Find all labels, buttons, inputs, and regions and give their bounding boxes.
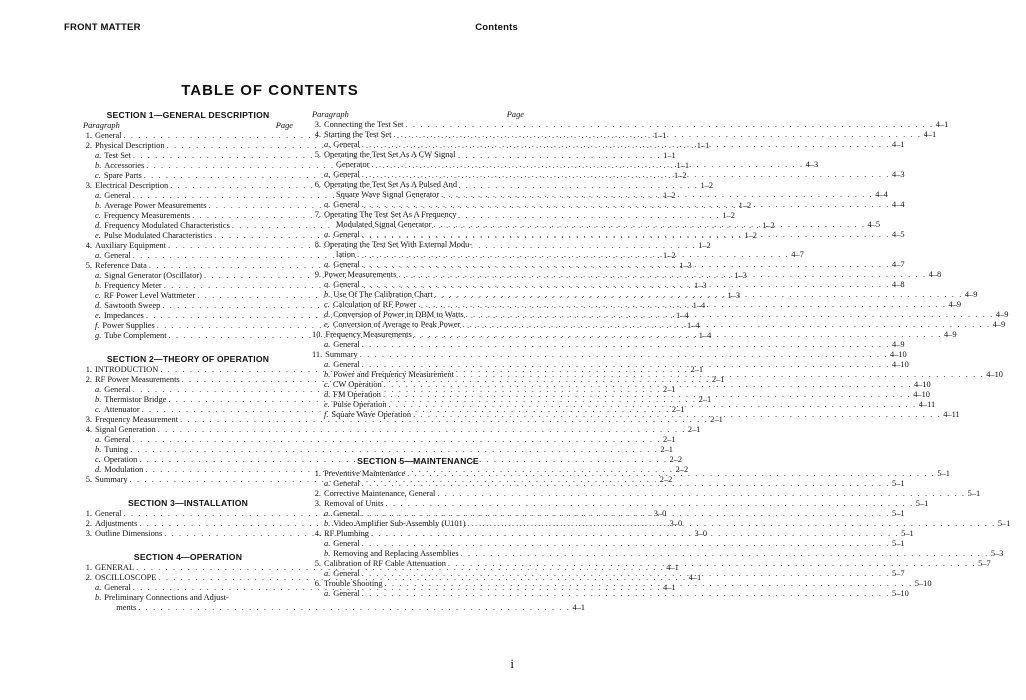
entry-number: a.	[324, 360, 331, 369]
entry-number: d.	[324, 310, 331, 319]
entry-number: 4.	[85, 425, 92, 434]
entry-number: e.	[95, 311, 101, 320]
section-heading: SECTION 5—MAINTENANCE	[357, 456, 479, 466]
entry-title: General	[333, 260, 360, 269]
entry-title: Reference Data	[95, 261, 147, 270]
entry-page: 1–2	[722, 211, 735, 220]
entry-title: Auxiliary Equipment	[95, 241, 166, 250]
toc-entry[interactable]	[83, 191, 676, 201]
section-heading: SECTION 2—THEORY OF OPERATION	[106, 354, 270, 364]
entry-title: General	[333, 360, 360, 369]
entry-page: 2–1	[710, 415, 723, 424]
entry-page: 5–1	[967, 489, 981, 498]
entry-page: 1–2	[673, 171, 687, 180]
entry-page: 4–1	[923, 130, 937, 139]
entry-title: Power Supplies	[102, 321, 155, 330]
entry-number: 5.	[314, 559, 321, 568]
entry-page: 5–1	[997, 519, 1011, 528]
entry-title: GENERAL	[95, 563, 135, 572]
entry-title: Conversion of Power in DBM to Watts	[333, 310, 464, 319]
running-header-right: Contents	[475, 22, 518, 33]
entry-page: 5–1	[892, 479, 905, 488]
entry-number: c.	[95, 291, 101, 300]
leader-dots	[456, 370, 984, 380]
entry-title: Preventive Maintenance	[324, 469, 406, 478]
entry-page: 2–1	[690, 365, 704, 374]
entry-title: Calibration of RF Cable Attenuation	[324, 559, 446, 568]
entry-number: a.	[95, 151, 102, 160]
entry-title: Modulation	[104, 465, 144, 474]
leader-dots	[448, 559, 976, 569]
entry-number: g.	[95, 331, 102, 340]
entry-number: 4.	[314, 130, 321, 139]
entry-page: 5–1	[892, 539, 905, 548]
entry-page: 1–1	[696, 141, 710, 150]
entry-number: 5.	[85, 475, 92, 484]
leader-dots	[362, 360, 890, 370]
entry-number: b.	[95, 201, 102, 210]
leader-dots	[468, 519, 996, 529]
entry-number: a.	[324, 280, 331, 289]
entry-title: General	[104, 385, 131, 394]
entry-title: Summary	[95, 475, 128, 484]
entry-title: General	[333, 479, 360, 488]
entry-title: OSCILLOSCOPE	[95, 573, 157, 582]
entry-title: Removing and Replacing Assemblies	[333, 549, 459, 558]
entry-number: 1.	[85, 131, 92, 140]
entry-page: 3–0	[653, 509, 667, 518]
entry-page: 4–1	[688, 573, 702, 582]
leader-dots	[362, 140, 890, 150]
entry-number: a.	[95, 191, 102, 200]
leader-dots	[362, 479, 890, 489]
entry-title: Tuning	[104, 445, 129, 454]
entry-title: General	[333, 140, 360, 149]
entry-title: Thermistor Bridge	[104, 395, 167, 404]
toc-entry[interactable]	[83, 181, 714, 191]
entry-page: 4–11	[918, 400, 936, 409]
entry-number: b.	[324, 370, 331, 379]
toc-entry[interactable]	[83, 221, 775, 231]
entry-number: 3.	[85, 415, 92, 424]
leader-dots	[362, 260, 890, 270]
page-number: i	[510, 656, 514, 671]
entry-title: Frequency Measurement	[95, 415, 179, 424]
entry-title: Pulse Operation	[332, 400, 387, 409]
toc-entry[interactable]	[83, 415, 723, 425]
entry-page: 1–2	[744, 231, 757, 240]
toc-entry[interactable]	[312, 549, 1004, 559]
entry-page: 1–2	[698, 241, 711, 250]
entry-title: Starting the Test Set	[324, 130, 392, 139]
entry-page: 3–0	[694, 529, 708, 538]
toc-entry[interactable]	[83, 509, 667, 519]
entry-page: 2–1	[663, 435, 676, 444]
entry-number: a.	[324, 569, 331, 578]
column-header	[312, 110, 524, 120]
entry-title: General	[104, 583, 131, 592]
entry-page: 1–1	[653, 131, 667, 140]
entry-page: 4–9	[892, 340, 905, 349]
entry-number: f.	[95, 321, 100, 330]
entry-page: 4–9	[995, 310, 1009, 319]
leader-dots	[362, 589, 890, 599]
entry-number: b.	[324, 549, 331, 558]
entry-number: 2.	[85, 141, 92, 150]
entry-title: Calculation of RF Power	[332, 300, 417, 309]
entry-title: Frequency Measurements	[103, 211, 191, 220]
entry-title: CW Operation	[332, 380, 382, 389]
toc-entry[interactable]	[312, 120, 949, 130]
entry-title: RF Power Level Wattmeter	[103, 291, 196, 300]
entry-number: c.	[95, 171, 101, 180]
entry-number: 1.	[85, 563, 92, 572]
entry-title: Operation	[103, 455, 138, 464]
toc-entry[interactable]	[312, 539, 905, 549]
leader-dots	[362, 280, 890, 290]
toc-entry[interactable]	[83, 445, 673, 455]
entry-page: 5–10	[892, 589, 909, 598]
entry-title: Outline Dimensions	[95, 529, 163, 538]
entry-page: 4–9	[964, 290, 978, 299]
leader-dots	[389, 400, 917, 410]
entry-title: General	[104, 435, 131, 444]
leader-dots	[362, 340, 890, 350]
entry-title: Test Set	[104, 151, 131, 160]
entry-number: a.	[324, 140, 331, 149]
entry-number: 9.	[314, 270, 321, 279]
entry-number: 2.	[85, 375, 92, 384]
toc-entry[interactable]	[83, 161, 690, 171]
entry-title: Video Amplifier Sub-Assembly (U101)	[333, 519, 466, 528]
entry-title: General	[333, 340, 360, 349]
leader-dots	[407, 469, 935, 479]
entry-page: 2–1	[671, 405, 685, 414]
entry-page: 5–1	[937, 469, 950, 478]
page-title: TABLE OF CONTENTS	[181, 82, 359, 99]
toc-entry[interactable]	[83, 425, 701, 435]
entry-number: b.	[324, 519, 331, 528]
entry-page: 1–3	[679, 261, 692, 270]
entry-number: 3.	[314, 499, 321, 508]
entry-page: 1–2	[700, 181, 714, 190]
entry-title: General	[95, 131, 122, 140]
entry-title: Spare Parts	[103, 171, 142, 180]
leader-dots	[386, 499, 914, 509]
entry-title: Impedances	[103, 311, 144, 320]
entry-number: 3.	[314, 120, 321, 129]
toc-entry[interactable]	[312, 340, 905, 350]
entry-page: 1–2	[663, 251, 676, 260]
leader-dots	[362, 509, 890, 519]
leader-dots	[413, 410, 941, 420]
toc-entry[interactable]	[83, 251, 676, 261]
entry-page: 2–1	[663, 385, 676, 394]
entry-number: a.	[324, 260, 331, 269]
entry-title: Summary	[325, 350, 358, 359]
section-heading: SECTION 3—INSTALLATION	[127, 498, 249, 508]
entry-title: Frequency Modulated Characteristics	[104, 221, 230, 230]
entry-page: 5–3	[990, 549, 1004, 558]
leader-dots	[360, 350, 888, 360]
entry-number: 1.	[314, 469, 321, 478]
entry-page: 4–8	[892, 280, 905, 289]
entry-title: Power and Frequency Measurement	[333, 370, 454, 379]
column-header-page: Page	[275, 121, 293, 130]
leader-dots	[466, 310, 994, 320]
toc-entry[interactable]: a. General . . . 4–5	[312, 230, 524, 240]
leader-dots	[362, 539, 890, 549]
entry-page: 4–10	[892, 360, 909, 369]
entry-number: f.	[324, 410, 329, 419]
toc-entry[interactable]: b. Preliminary Connections and Adjust- ments . . . 4–1	[83, 593, 293, 613]
entry-number: 1.	[85, 509, 92, 518]
entry-page: 4–1	[666, 563, 679, 572]
entry-page: 1–3	[693, 281, 707, 290]
entry-title: Removal of Units	[324, 499, 384, 508]
leader-dots	[406, 120, 934, 130]
entry-page: 4–1	[663, 583, 676, 592]
entry-page: 5–10	[914, 579, 932, 588]
entry-title: Physical Description	[95, 141, 165, 150]
toc-entry[interactable]	[312, 489, 981, 499]
entry-number: 4.	[314, 529, 321, 538]
entry-number: a.	[95, 583, 102, 592]
entry-number: 6.	[314, 579, 321, 588]
entry-number: b.	[95, 161, 102, 170]
entry-title: General	[104, 251, 131, 260]
entry-title: Tube Complement	[104, 331, 167, 340]
entry-number: 4.	[85, 241, 92, 250]
leader-dots	[385, 579, 913, 589]
entry-page: 4–1	[892, 140, 905, 149]
entry-number: a.	[324, 340, 331, 349]
column-header-paragraph: Paragraph	[312, 110, 349, 119]
entry-number: a.	[324, 539, 331, 548]
entry-title: Use Of The Calibration Chart	[333, 290, 433, 299]
toc-entry[interactable]	[312, 589, 909, 599]
entry-number: b.	[324, 290, 331, 299]
entry-page: 1–3	[727, 291, 741, 300]
toc-entry[interactable]: 5. Operating the Test Set As A CW Signal Generator . . . 4–3	[312, 150, 524, 170]
leader-dots	[414, 330, 942, 340]
entry-page: 4–9	[943, 330, 957, 339]
entry-page: 2–1	[660, 445, 673, 454]
entry-number: d.	[95, 301, 102, 310]
entry-title: General	[333, 539, 360, 548]
entry-title: Frequency Meter	[104, 281, 162, 290]
section-heading: SECTION 4—OPERATION	[133, 552, 243, 562]
entry-page: 4–11	[943, 410, 960, 419]
entry-number: 3.	[85, 181, 92, 190]
entry-page: 1–4	[686, 321, 700, 330]
entry-number: d.	[95, 221, 102, 230]
entry-number: c.	[95, 211, 101, 220]
entry-page: 5–1	[892, 509, 905, 518]
entry-page: 4–8	[928, 270, 942, 279]
entry-title: General	[333, 589, 360, 598]
leader-dots	[398, 270, 926, 280]
column-header	[83, 121, 293, 131]
leader-dots	[383, 390, 911, 400]
entry-number: e.	[324, 320, 330, 329]
toc-entry[interactable]: a. General . . . 4–4	[312, 200, 524, 210]
leader-dots	[461, 549, 989, 559]
toc-entry[interactable]	[312, 350, 907, 360]
entry-number: a.	[324, 589, 331, 598]
entry-title: Average Power Measurements	[104, 201, 207, 210]
entry-number: b.	[95, 395, 102, 404]
entry-title: Pulse Modulated Characteristics	[103, 231, 213, 240]
entry-page: 2–1	[687, 425, 701, 434]
entry-title: Frequency Measurements	[325, 330, 412, 339]
entry-number: e.	[95, 231, 101, 240]
entry-title: Adjustments	[95, 519, 138, 528]
column-header-page: Page	[506, 110, 524, 119]
entry-title: RF Power Measurements	[95, 375, 180, 384]
entry-page: 5–1	[915, 499, 929, 508]
entry-number: a.	[95, 251, 102, 260]
entry-number: a.	[95, 385, 102, 394]
entry-page: 5–7	[978, 559, 991, 568]
entry-number: b.	[95, 445, 102, 454]
entry-title: INTRODUCTION	[95, 365, 159, 374]
entry-page: 3–0	[669, 519, 683, 528]
entry-number: d.	[324, 390, 331, 399]
entry-title: RF Plumbing	[324, 529, 369, 538]
entry-number: 10.	[312, 330, 323, 339]
column-header-paragraph: Paragraph	[83, 121, 120, 130]
toc-entry[interactable]: a. General . . . 4–3	[312, 170, 524, 180]
entry-page: 4–10	[913, 380, 931, 389]
entry-number: c.	[95, 455, 101, 464]
entry-number: 2.	[314, 489, 321, 498]
entry-page: 5–7	[892, 569, 905, 578]
entry-page: 2–1	[698, 395, 712, 404]
entry-title: Electrical Description	[95, 181, 169, 190]
entry-title: Connecting the Test Set	[324, 120, 404, 129]
entry-number: 1.	[85, 365, 92, 374]
entry-title: FM Operation	[333, 390, 381, 399]
entry-page: 2–2	[669, 455, 683, 464]
entry-title: Signal Generation	[95, 425, 156, 434]
entry-title: Attenuator	[103, 405, 140, 414]
entry-title: Square Wave Operation	[331, 410, 412, 419]
entry-page: 1–3	[734, 271, 747, 280]
entry-page: 1–2	[738, 201, 752, 210]
leader-dots	[435, 290, 963, 300]
entry-page: 1–4	[676, 311, 689, 320]
toc-entry[interactable]	[83, 241, 711, 251]
entry-title: Accessories	[104, 161, 145, 170]
entry-number: a.	[324, 509, 331, 518]
entry-page: 5–1	[901, 529, 914, 538]
entry-title: Signal Generator (Oscillator)	[104, 271, 202, 280]
entry-page: 4–10	[913, 390, 930, 399]
entry-title: General	[104, 191, 131, 200]
entry-number: a.	[95, 435, 102, 444]
entry-page: 1–1	[663, 151, 676, 160]
entry-number: c.	[95, 405, 101, 414]
leader-dots	[418, 300, 946, 310]
entry-title: Sawtooth Sweep	[104, 301, 161, 310]
toc-entry[interactable]	[312, 499, 929, 509]
entry-number: b.	[95, 281, 102, 290]
entry-page: 2–2	[659, 475, 673, 484]
running-header-left: FRONT MATTER	[64, 22, 141, 33]
leader-dots	[384, 380, 912, 390]
leader-dots	[371, 529, 899, 539]
entry-number: a.	[95, 271, 102, 280]
leader-dots	[393, 130, 921, 140]
entry-page: 4–9	[948, 300, 962, 309]
toc-entry[interactable]: 6. Operating the Test Set As A Pulsed And Square Wave Signal Generator . . . 4–4	[312, 180, 524, 200]
entry-page: 2–2	[675, 465, 689, 474]
entry-page: 1–2	[762, 221, 775, 230]
entry-number: e.	[324, 400, 330, 409]
entry-title: General	[333, 569, 360, 578]
entry-title: General	[333, 280, 360, 289]
entry-page: 4–10	[986, 370, 1003, 379]
entry-number: c.	[324, 380, 330, 389]
entry-number: d.	[95, 465, 102, 474]
entry-page: 1–4	[692, 301, 706, 310]
toc-entry[interactable]	[83, 211, 735, 221]
toc-entry[interactable]	[83, 151, 676, 161]
entry-number: 5.	[85, 261, 92, 270]
entry-page: 4–7	[892, 260, 905, 269]
leader-dots	[437, 489, 965, 499]
entry-number: 11.	[312, 350, 323, 359]
leader-dots	[362, 569, 890, 579]
entry-number: c.	[324, 300, 330, 309]
entry-title: Power Measurements	[324, 270, 397, 279]
entry-title: Corrective Maintenance, General	[324, 489, 436, 498]
entry-page: 1–4	[698, 331, 712, 340]
entry-page: 4–9	[992, 320, 1006, 329]
entry-title: Trouble Shooting	[324, 579, 383, 588]
entry-title: General	[95, 509, 122, 518]
entry-number: 2.	[85, 573, 92, 582]
entry-title: Conversion of Average to Peak Power	[332, 320, 461, 329]
section-heading: SECTION 1—GENERAL DESCRIPTION	[106, 110, 270, 120]
entry-page: 4–10	[889, 350, 907, 359]
leader-dots	[462, 320, 990, 330]
entry-page: 4–1	[935, 120, 949, 129]
entry-page: 1–2	[663, 191, 676, 200]
toc-entry[interactable]: 8. Operating the Test Set With External Modu- lation . . . 4–7	[312, 240, 524, 260]
entry-page: 2–1	[711, 375, 725, 384]
entry-number: a.	[324, 479, 331, 488]
toc-entry[interactable]	[83, 435, 676, 445]
toc-entry[interactable]: 7. Operating The Test Set As A Frequency Modulated Signal Generator . . . 4–5	[312, 210, 524, 230]
entry-title: General	[333, 509, 360, 518]
entry-number: 3.	[85, 529, 92, 538]
entry-number: 2.	[85, 519, 92, 528]
entry-page: 1–1	[676, 161, 690, 170]
